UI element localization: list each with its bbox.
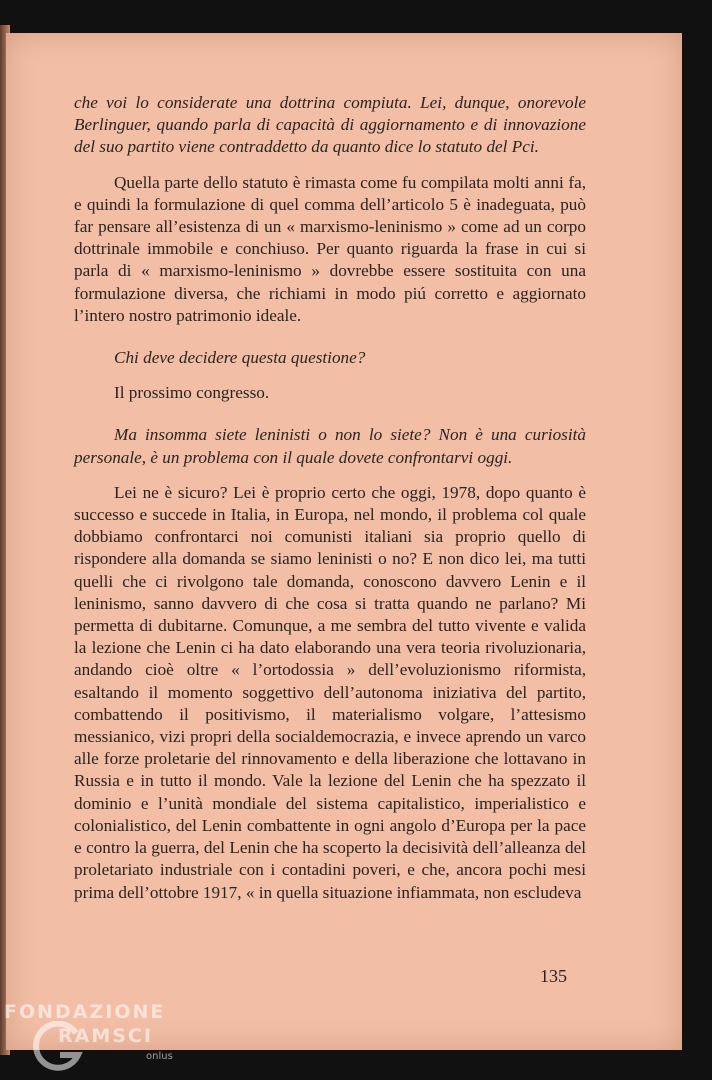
page-body [74, 92, 586, 904]
paragraph-answer-3: Lei ne è sicuro? Lei è proprio certo che oggi, 1978, dopo quanto è successo e succede in Italia, in Europa, nel mondo, il problema col quale dobbiamo confrontarci noi comunisti italiani sia proprio quello di rispondere alla domanda se siamo leninisti o no? E non dico lei, ma tutti quelli che ci rivolgono tale domanda, conoscono davvero Lenin e il leninismo, sanno davvero di che cosa si tratta quando ne parlano? Mi permetta di dubitarne. Comunque, a me sembra del tutto vivente e valida la lezione che Lenin ci ha dato elaborando una vera teoria rivoluzionaria, andando cioè oltre « l’ortodossia » dell’evoluzionismo riformista, esaltando il momento soggettivo dell’autonoma iniziativa del partito, combattendo il positivismo, il materialismo volgare, l’attesismo messianico, vizi propri della socialdemocrazia, e invece aprendo un varco alle forze proletarie del rinnovamento e della liberazione che lottavano in Russia e in tutto il mondo. Vale la lezione del Lenin che ha spezzato il dominio e l’unità mondiale del sistema capitalistico, imperialistico e colonialistico, del Lenin combattente in ogni angolo d’Europa per la pace e contro la guerra, del Lenin che ha scoperto la decisività dell’alleanza del proletariato industriale con i contadini poveri, e che, ancora pochi mesi prima dell’ottobre 1917, « in quella situazione infiammata, non escludeva [74, 482, 586, 902]
paragraph-question-3: Ma insomma siete leninisti o non lo siete? Non è una curiosità personale, è un problema con il quale dovete confrontarvi oggi. [74, 425, 586, 467]
paragraph-answer-1: Quella parte dello statuto è rimasta come fu compilata molti anni fa, e quindi la formulazione di quel comma dell’articolo 5 è inadeguata, può far pensare all’esistenza di un « marxismo-leninismo » come ad un corpo dottrinale immobile e conchiuso. Per quanto riguarda la frase in cui si parla di « marxismo-leninismo » dovrebbe essere sostituita con una formulazione diversa, che richiami in modo piú corretto e aggiornato l’intero nostro patrimonio ideale. [74, 172, 586, 325]
paragraph-question-2: Chi deve decidere questa questione? [114, 348, 366, 368]
watermark-line1: FONDAZIONE [4, 1001, 166, 1023]
page-number: 135 [540, 966, 567, 986]
watermark-logo [0, 995, 190, 1075]
paragraph-answer-2: Il prossimo congresso. [114, 383, 270, 403]
watermark-line2: RAMSCI [58, 1025, 153, 1047]
paragraph-question-1: che voi lo considerate una dottrina compiuta. Lei, dunque, onorevole Berlinguer, quando parla di capacità di aggiornamento e di innovazione del suo partito viene contraddetto da quanto dice lo statuto del Pci. [74, 93, 586, 157]
watermark-sub: onlus [146, 1051, 173, 1062]
